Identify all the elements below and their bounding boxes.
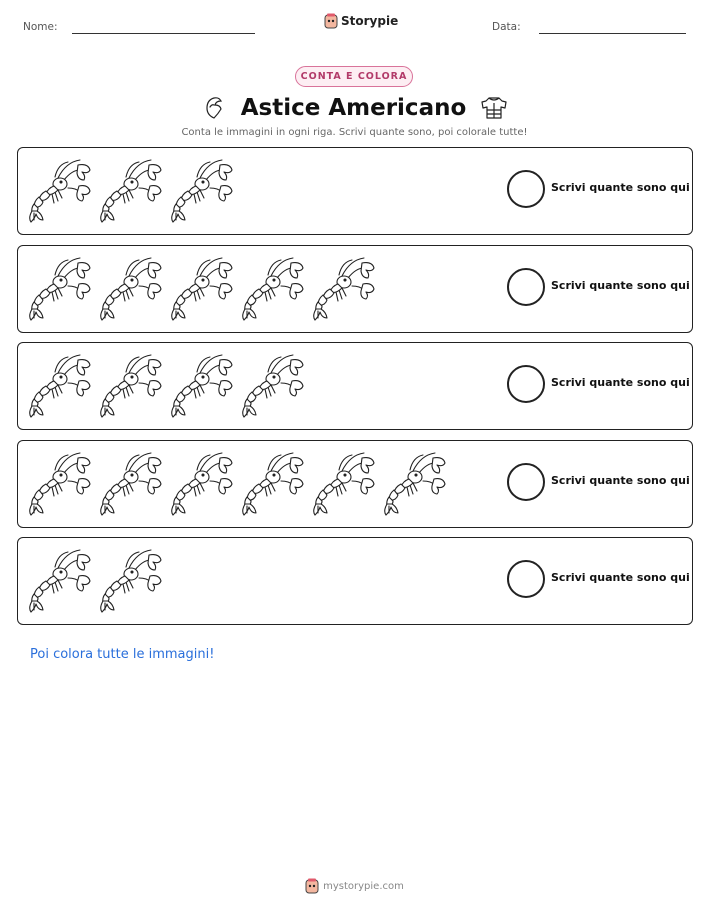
name-label: Nome: [23,21,58,33]
lobster-group [28,158,235,224]
counting-row [17,245,693,333]
footer-note: Poi colora tutte le immagini! [30,647,215,662]
lobster-icon[interactable] [99,548,164,614]
answer-circle[interactable] [507,170,545,208]
lobster-icon[interactable] [383,451,448,517]
date-label: Data: [492,21,521,33]
counting-row [17,147,693,235]
storypie-logo-icon [324,13,338,29]
lobster-icon[interactable] [241,353,306,419]
answer-prompt: Scrivi quante sono qui [551,376,690,389]
lobster-icon[interactable] [28,451,93,517]
lobster-group [28,548,164,614]
answer-circle[interactable] [507,268,545,306]
lobster-icon[interactable] [28,548,93,614]
storypie-logo-icon [305,878,319,894]
counting-rows [17,147,693,635]
answer-circle[interactable] [507,463,545,501]
lobster-icon[interactable] [28,353,93,419]
answer-prompt: Scrivi quante sono qui [551,181,690,194]
counting-row [17,342,693,430]
footer [0,878,709,894]
lobster-group [28,256,377,322]
lobster-icon[interactable] [99,158,164,224]
instructions: Conta le immagini in ogni riga. Scrivi quante sono, poi colorale tutte! [181,127,528,138]
page-title: Astice Americano [240,95,467,121]
date-line[interactable] [539,33,686,34]
lobster-icon[interactable] [170,451,235,517]
worksheet-header [0,0,709,50]
brand-name: Storypie [341,14,399,28]
lobster-icon[interactable] [170,256,235,322]
lobster-icon[interactable] [99,451,164,517]
answer-prompt: Scrivi quante sono qui [551,473,690,487]
answer-circle[interactable] [507,365,545,403]
lobster-icon[interactable] [99,353,164,419]
answer-prompt: Scrivi quante sono qui [551,571,690,584]
claw-icon [201,95,227,121]
lobster-icon[interactable] [312,256,377,322]
lobster-icon[interactable] [312,451,377,517]
answer-prompt: Scrivi quante sono qui [551,278,690,292]
footer-site: mystorypie.com [323,880,404,892]
activity-badge: CONTA E COLORA [295,66,413,87]
counting-row [17,440,693,528]
lobster-icon[interactable] [99,256,164,322]
lobster-group [28,451,448,517]
counting-row [17,537,693,625]
lobster-icon[interactable] [241,256,306,322]
lobster-icon[interactable] [170,158,235,224]
lobster-group [28,353,306,419]
armor-icon [480,95,508,121]
title-row [0,91,709,125]
lobster-icon[interactable] [28,158,93,224]
lobster-icon[interactable] [28,256,93,322]
brand-logo [324,13,398,29]
lobster-icon[interactable] [241,451,306,517]
name-line[interactable] [72,33,255,34]
answer-circle[interactable] [507,560,545,598]
lobster-icon[interactable] [170,353,235,419]
